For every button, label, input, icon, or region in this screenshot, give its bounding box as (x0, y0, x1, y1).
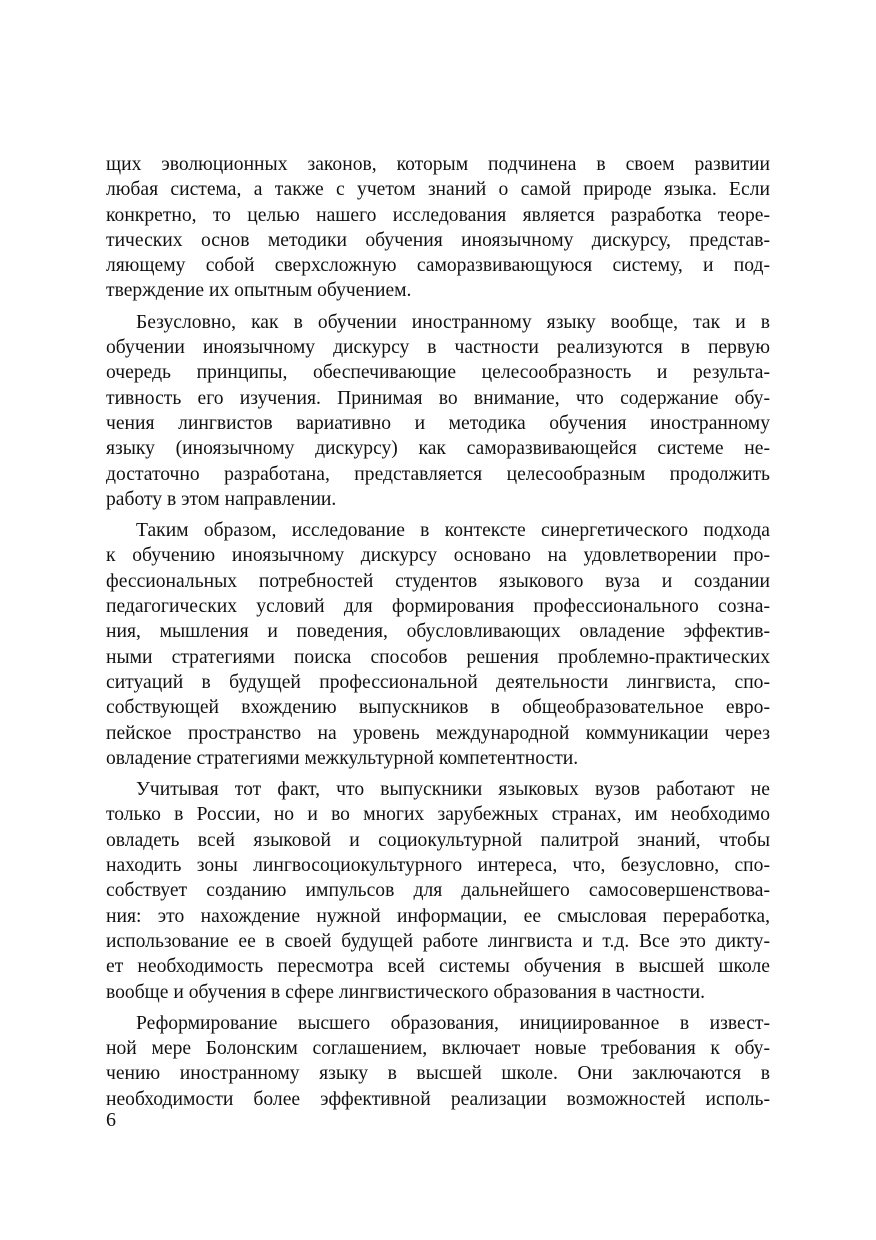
text-line: ния: это нахождение нужной информации, ее смысловая переработка, (106, 905, 770, 927)
text-line: ситуаций в будущей профессиональной деятельности лингвиста, спо- (106, 671, 770, 693)
text-line: чению иностранному языку в высшей школе. Они заключаются в (106, 1063, 770, 1085)
text-line: тических основ методики обучения иноязычному дискурсу, представ- (106, 229, 770, 251)
paragraph (106, 777, 770, 1005)
text-line: собствующей вхождению выпускников в общеобразовательное евро- (106, 697, 770, 719)
text-line: тверждение их опытным обучением. (106, 280, 412, 302)
text-line: языку (иноязычному дискурсу) как саморазвивающейся системе не- (106, 438, 770, 460)
text-line: обучении иноязычному дискурсу в частности реализуются в первую (106, 337, 770, 359)
paragraph (106, 310, 770, 512)
text-line: достаточно разработана, представляется целесообразным продолжить (106, 463, 770, 485)
body-text (106, 152, 770, 1112)
text-line: Реформирование высшего образования, инициированное в извест- (136, 1012, 770, 1034)
text-line: овладение стратегиями межкультурной компетентности. (106, 747, 579, 769)
text-line: Безусловно, как в обучении иностранному языку вообще, так и в (136, 311, 770, 333)
text-line: необходимости более эффективной реализации возможностей исполь- (106, 1088, 770, 1110)
text-line: очередь принципы, обеспечивающие целесообразность и результа- (106, 362, 770, 384)
paragraph (106, 518, 770, 771)
text-line: конкретно, то целью нашего исследования является разработка теоре- (106, 204, 770, 226)
text-line: находить зоны лингвосоциокультурного интереса, что, безусловно, спо- (106, 855, 770, 877)
text-line: ляющему собой сверхсложную саморазвивающуюся систему, и под- (106, 255, 770, 277)
text-line: фессиональных потребностей студентов языкового вуза и создании (106, 570, 770, 592)
text-line: Учитывая тот факт, что выпускники языковых вузов работают не (136, 779, 770, 801)
text-line: ной мере Болонским соглашением, включает новые требования к обу- (106, 1038, 770, 1060)
text-line: ными стратегиями поиска способов решения проблемно-практических (106, 646, 770, 668)
text-line: ния, мышления и поведения, обусловливающих овладение эффектив- (106, 621, 770, 643)
text-line: овладеть всей языковой и социокультурной палитрой знаний, чтобы (106, 829, 770, 851)
text-line: работу в этом направлении. (106, 488, 337, 510)
text-line: использование ее в своей будущей работе лингвиста и т.д. Все это дикту- (106, 930, 770, 952)
text-line: Таким образом, исследование в контексте синергетического подхода (136, 520, 770, 542)
text-line: педагогических условий для формирования профессионального созна- (106, 596, 770, 618)
text-line: любая система, а также с учетом знаний о самой природе языка. Если (106, 179, 770, 201)
text-line: только в России, но и во многих зарубежных странах, им необходимо (106, 804, 770, 826)
paragraph (106, 1011, 770, 1112)
text-line: щих эволюционных законов, которым подчинена в своем развитии (106, 154, 770, 175)
text-line: ет необходимость пересмотра всей системы обучения в высшей школе (106, 956, 770, 978)
text-line: пейское пространство на уровень международной коммуникации через (106, 722, 770, 744)
text-line: чения лингвистов вариативно и методика обучения иностранному (106, 412, 770, 434)
paragraph (106, 152, 770, 304)
text-line: вообще и обучения в сфере лингвистического образования в частности. (106, 981, 706, 1003)
text-line: к обучению иноязычному дискурсу основано на удовлетворении про- (106, 545, 770, 567)
text-line: собствует созданию импульсов для дальнейшего самосовершенствова- (106, 880, 770, 902)
text-line: тивность его изучения. Принимая во внимание, что содержание обу- (106, 387, 770, 409)
page-number: 6 (106, 1109, 116, 1131)
